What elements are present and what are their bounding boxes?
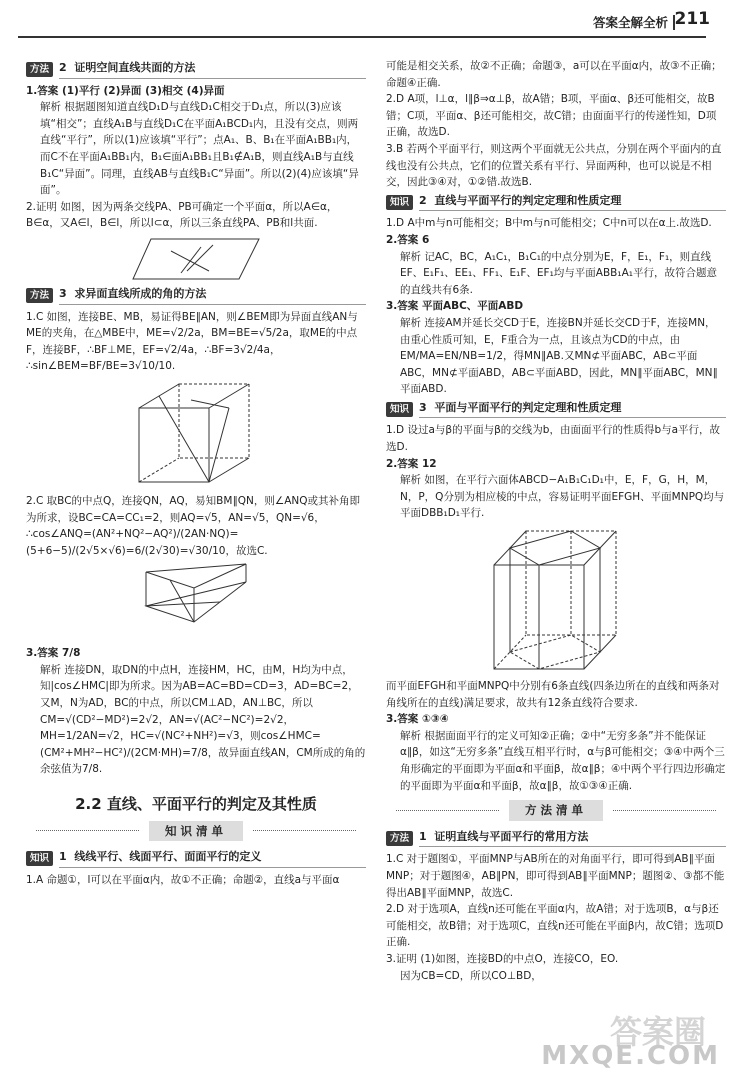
proof: 3.证明 (1)如图，连接BD的中点O，连接CO，EO. <box>386 952 619 965</box>
answer-line: 3.答案 7/8 <box>26 647 81 660</box>
section-tag: 知识 <box>386 402 413 417</box>
proof-continued: 因为CB=CD，所以CO⊥BD， <box>400 969 542 982</box>
section-title: 线线平行、线面平行、面面平行的定义 <box>74 850 262 864</box>
answer-explanation: 1.C 对于题图①，平面MNP与AB所在的对角面平行，即可得到AB∥平面MNP；对于题图④，AB∥PN，即可得到AB∥平面MNP；题图②、③都不能得出AB∥平面MNP，故选C. <box>386 853 725 899</box>
answer-line: 1.答案 (1)平行 (2)异面 (3)相交 (4)异面 <box>26 84 225 97</box>
header-label: 答案全解全析 <box>592 15 668 30</box>
watermark-url: MXQE.COM <box>541 1041 720 1072</box>
header-rule <box>18 36 706 38</box>
answer-explanation: 1.C 如图，连接BE、MB，易证得BE∥AN，则∠BEM即为异面直线AN与ME的夹角，在△MBE中，ME=√2/2a，BM=BE=√5/2a，取ME的中点F，连接BF，∴BF⊥ME，EF=√2/4a，∴BF=3√2/4a，∴sin∠BEM=BF/BE=3√10/10. <box>26 310 358 373</box>
section-number: 1 <box>59 850 67 864</box>
section-knowledge-3 <box>386 400 726 419</box>
section-tag: 方法 <box>26 62 53 77</box>
explanation-continued: 而平面EFGH和平面MNPQ中分别有6条直线(四条边所在的直线和两条对角线所在的直线)满足要求，故共有12条直线符合要求. <box>386 680 720 709</box>
section-title: 直线与平面平行的判定定理和性质定理 <box>434 193 622 207</box>
proof: 2.证明 如图，因为两条交线PA、PB可确定一个平面α，所以A∈α，B∈α，又A∈l，B∈l，所以l⊂α，所以三条直线PA、PB和l共面. <box>26 200 338 230</box>
answer-explanation: 2.D 对于选项A，直线n还可能在平面α内，故A错；对于选项B，α与β还可能相交，故B错；对于选项C，直线n还可能在平面β内，故C错；选项D正确. <box>386 903 724 949</box>
answer-explanation: 1.A 命题①，l可以在平面α内，故①不正确；命题②，直线a与平面α <box>26 873 340 886</box>
answer-line: 2.答案 12 <box>386 457 437 470</box>
right-column <box>386 58 726 984</box>
section-title: 证明空间直线共面的方法 <box>74 61 196 74</box>
section-tag: 方法 <box>26 288 53 303</box>
section-method-2 <box>26 60 366 79</box>
section-number: 2 <box>419 193 427 207</box>
page-header <box>0 0 750 40</box>
cube-figure <box>131 378 261 490</box>
answer-explanation: 2.C 取BC的中点Q，连接QN，AQ，易知BM∥QN，则∠ANQ或其补角即为所求，设BC=CA=CC₁=2，则AQ=√5，AN=√5，QN=√6，∴cos∠ANQ=(AN²+NQ²−AQ²)/(2AN·NQ)=(5+6−5)/(2√5×√6)=6/(2√30)=√30/10，故选C. <box>26 494 361 557</box>
explanation: 解析 如图，在平行六面体ABCD−A₁B₁C₁D₁中，E，F，G，H，M，N，P，Q分别为相应棱的中点，容易证明平面EFGH、平面MNPQ均与平面DBB₁D₁平行. <box>400 474 725 520</box>
section-title: 求异面直线所成的角的方法 <box>74 286 207 300</box>
explanation: 解析 记AC，BC，A₁C₁，B₁C₁的中点分别为E，F，E₁，F₁，则直线EF、E₁F₁、EE₁、FF₁、E₁F、EF₁均与平面ABB₁A₁平行，故符合题意的直线共有6条. <box>400 250 717 296</box>
answer-explanation: 2.D A项，l⊥α，l∥β⇒α⊥β，故A错；B项，平面α、β还可能相交，故B错；C项，平面α、β还可能相交，故C错；由面面平行的传递性知，D项正确，故选D. <box>386 93 717 139</box>
prism-figure <box>136 562 256 642</box>
left-column <box>26 58 366 888</box>
band-title: 知识清单 <box>149 821 243 842</box>
section-tag: 方法 <box>386 831 413 846</box>
answer-explanation: 可能是相交关系，故②不正确；命题③，a可以在平面α内，故③不正确；命题④正确. <box>386 60 722 89</box>
answer-line: 3.答案 平面ABC、平面ABD <box>386 300 524 313</box>
plane-figure <box>131 235 261 283</box>
band-heading <box>386 800 726 821</box>
explanation: 解析 根据题图知道直线D₁D与直线D₁C相交于D₁点，所以(3)应该填“相交”；直线A₁B与直线D₁C在平面A₁BCD₁内，且没有交点，则两直线“平行”，所以(1)应该填“平行”；点A₁、B、B₁在平面A₁BB₁内，而C不在平面A₁BB₁内，B₁∈面A₁BB₁且B₁∉A₁B，则直线A₁B与直线B₁C“异面”。同理，直线AB与直线B₁C“异面”。所以(2)(4)应该填“异面”。 <box>40 101 359 197</box>
explanation: 解析 根据面面平行的定义可知②正确；②中“无穷多条”并不能保证α∥β，如这“无穷多条”直线互相平行时，α与β可能相交；③④中两个三角形确定的平面即为平面α和平面β，故α∥β；④中两个平行四边形确定的平面即为平面α和平面β，故α∥β，故①③④正确. <box>400 729 726 792</box>
parallelepiped-figure <box>486 525 626 675</box>
band-heading <box>26 821 366 842</box>
explanation: 解析 连接DN，取DN的中点H，连接HM，HC，由M，H均为中点，知|cos∠HMC|即为所求。因为AB=AC=BD=CD=3，AD=BC=2，又M，N为AD，BC的中点，所以CM⊥AD，AN⊥BC，所以CM=√(CD²−MD²)=2√2，AN=√(AC²−NC²)=2√2，MH=1/2AN=√2，HC=√(NC²+NH²)=√3，则cos∠HMC=(CM²+MH²−HC²)/(2CM·MH)=7/8，故异面直线AN，CM所成的角的余弦值为7/8. <box>40 663 366 776</box>
section-knowledge-1 <box>26 849 366 868</box>
answer-explanation: 1.D 设过a与β的平面与β的交线为b，由面面平行的性质得b与a平行，故选D. <box>386 424 721 454</box>
answer-explanation: 3.B 若两个平面平行，则这两个平面就无公共点，分别在两个平面内的直线也没有公共点，它们的位置关系有平行、异面两种，也可以说是不相交，因此③④对，①②错.故选B. <box>386 142 722 189</box>
explanation: 解析 连接AM并延长交CD于E，连接BN并延长交CD于F，连接MN，由重心性质可知，E，F重合为一点，且该点为CD的中点，由EM/MA=EN/NB=1/2，得MN∥AB.又MN⊄平面ABC，AB⊂平面ABC，MN⊄平面ABD，AB⊂平面ABD，因此，MN∥平面ABC，MN∥平面ABD. <box>400 316 718 396</box>
section-knowledge-2 <box>386 193 726 212</box>
band-title: 方法清单 <box>509 800 603 821</box>
watermark-logo: 答案圈 <box>609 1013 706 1052</box>
section-title: 证明直线与平面平行的常用方法 <box>434 829 589 843</box>
section-number: 3 <box>419 400 427 414</box>
section-method-3 <box>26 286 366 305</box>
section-number: 3 <box>59 286 67 300</box>
answer-line: 3.答案 ①③④ <box>386 713 449 726</box>
section-tag: 知识 <box>386 195 413 210</box>
section-method-1 <box>386 829 726 848</box>
section-title: 平面与平面平行的判定定理和性质定理 <box>434 400 622 414</box>
chapter-heading: 2.2 直线、平面平行的判定及其性质 <box>75 795 317 814</box>
answer-line: 2.答案 6 <box>386 233 430 246</box>
answer-explanation: 1.D A中m与n可能相交；B中m与n可能相交；C中n可以在α上.故选D. <box>386 217 712 230</box>
section-tag: 知识 <box>26 851 53 866</box>
page-number: 211 <box>674 9 710 29</box>
section-number: 2 <box>59 61 67 74</box>
section-number: 1 <box>419 829 427 843</box>
